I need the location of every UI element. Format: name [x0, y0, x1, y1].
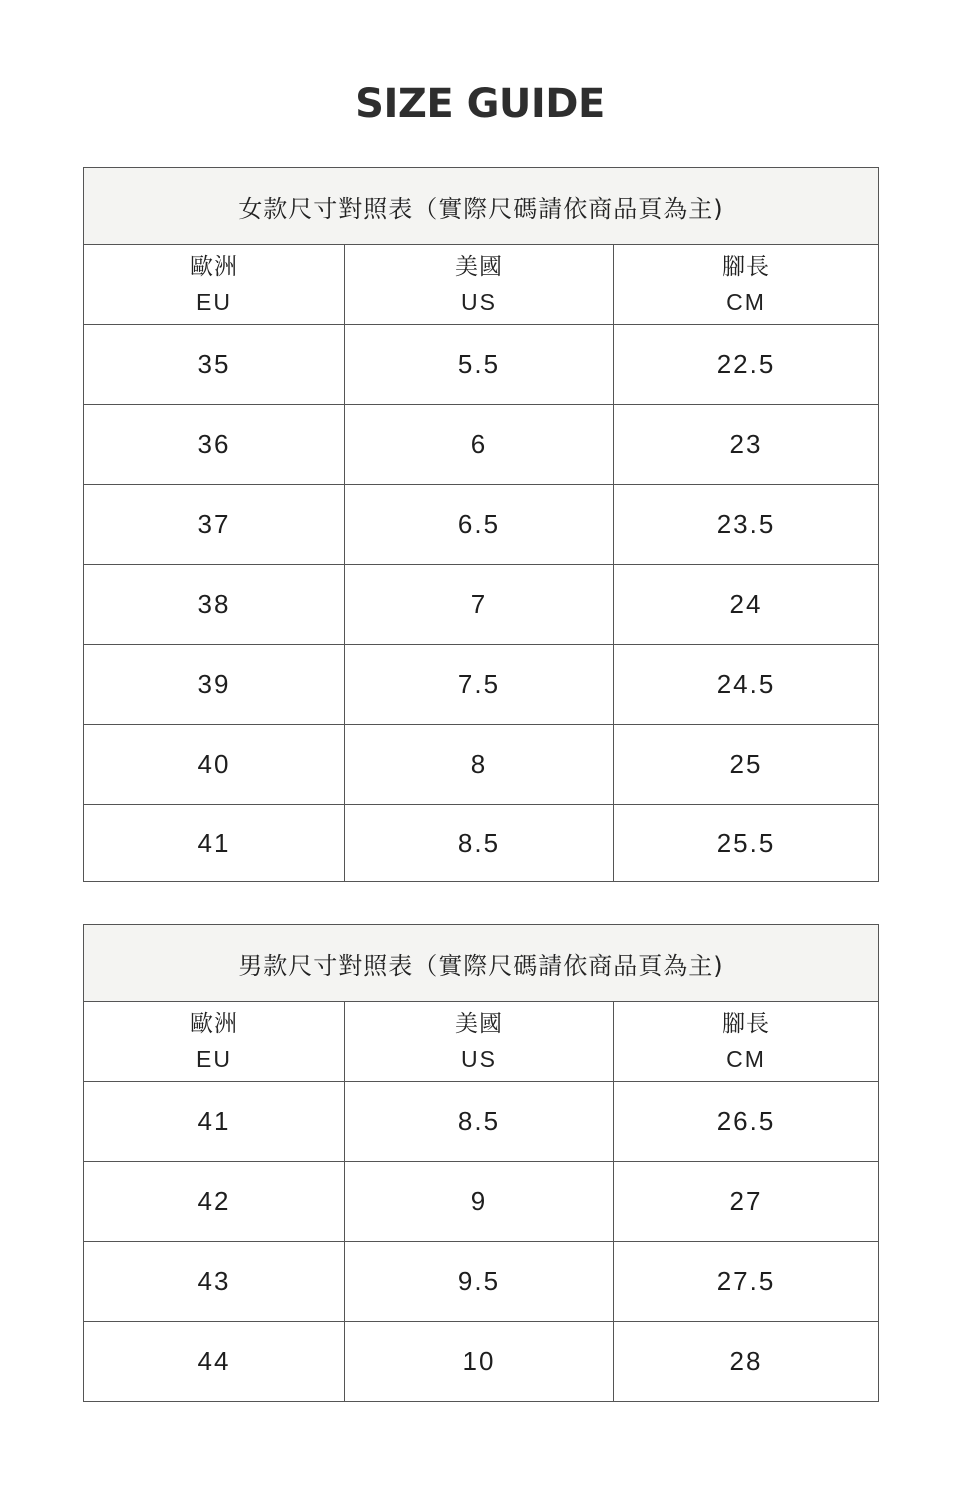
- eu-cell: 44: [84, 1322, 345, 1402]
- cm-cell: 28: [614, 1322, 879, 1402]
- us-cell: 7: [345, 565, 614, 645]
- table-row: [84, 725, 879, 805]
- eu-cell: 41: [84, 805, 345, 882]
- header-eu: [84, 1002, 345, 1082]
- eu-cell: 41: [84, 1082, 345, 1162]
- cm-cell: 27: [614, 1162, 879, 1242]
- us-cell: 6.5: [345, 485, 614, 565]
- header-eu: [84, 245, 345, 325]
- header-us: [345, 245, 614, 325]
- header-cm-cn: 腳長: [722, 253, 770, 280]
- us-cell: 8.5: [345, 805, 614, 882]
- eu-cell: 36: [84, 405, 345, 485]
- header-eu-en: EU: [196, 1045, 232, 1072]
- table-row: [84, 805, 879, 882]
- eu-cell: 39: [84, 645, 345, 725]
- us-cell: 6: [345, 405, 614, 485]
- eu-cell: 38: [84, 565, 345, 645]
- header-us-cn: 美國: [455, 1010, 503, 1037]
- mens-header-row: [84, 1002, 879, 1082]
- mens-table-caption: 男款尺寸對照表（實際尺碼請依商品頁為主): [84, 925, 879, 1002]
- table-row: [84, 645, 879, 725]
- header-cm: [614, 1002, 879, 1082]
- us-cell: 8: [345, 725, 614, 805]
- table-row: [84, 1322, 879, 1402]
- header-eu-cn: 歐洲: [190, 253, 238, 280]
- cm-cell: 24: [614, 565, 879, 645]
- header-cm-cn: 腳長: [722, 1010, 770, 1037]
- page-title: SIZE GUIDE: [355, 81, 605, 127]
- table-row: [84, 1242, 879, 1322]
- header-us-en: US: [461, 1045, 497, 1072]
- mens-size-table: [83, 924, 879, 1402]
- us-cell: 9: [345, 1162, 614, 1242]
- cm-cell: 23: [614, 405, 879, 485]
- eu-cell: 37: [84, 485, 345, 565]
- header-us-cn: 美國: [455, 253, 503, 280]
- cm-cell: 27.5: [614, 1242, 879, 1322]
- cm-cell: 26.5: [614, 1082, 879, 1162]
- table-row: [84, 1082, 879, 1162]
- womens-header-row: [84, 245, 879, 325]
- us-cell: 9.5: [345, 1242, 614, 1322]
- table-row: [84, 405, 879, 485]
- cm-cell: 24.5: [614, 645, 879, 725]
- table-row: [84, 565, 879, 645]
- table-row: [84, 325, 879, 405]
- header-us: [345, 1002, 614, 1082]
- us-cell: 7.5: [345, 645, 614, 725]
- eu-cell: 42: [84, 1162, 345, 1242]
- header-eu-cn: 歐洲: [190, 1010, 238, 1037]
- us-cell: 8.5: [345, 1082, 614, 1162]
- eu-cell: 40: [84, 725, 345, 805]
- header-cm-en: CM: [726, 1045, 766, 1072]
- cm-cell: 25: [614, 725, 879, 805]
- womens-table-caption: 女款尺寸對照表（實際尺碼請依商品頁為主): [84, 168, 879, 245]
- table-row: [84, 1162, 879, 1242]
- cm-cell: 22.5: [614, 325, 879, 405]
- header-us-en: US: [461, 288, 497, 315]
- us-cell: 5.5: [345, 325, 614, 405]
- eu-cell: 35: [84, 325, 345, 405]
- cm-cell: 25.5: [614, 805, 879, 882]
- us-cell: 10: [345, 1322, 614, 1402]
- table-row: [84, 485, 879, 565]
- header-eu-en: EU: [196, 288, 232, 315]
- cm-cell: 23.5: [614, 485, 879, 565]
- header-cm-en: CM: [726, 288, 766, 315]
- womens-size-table: [83, 167, 879, 882]
- eu-cell: 43: [84, 1242, 345, 1322]
- header-cm: [614, 245, 879, 325]
